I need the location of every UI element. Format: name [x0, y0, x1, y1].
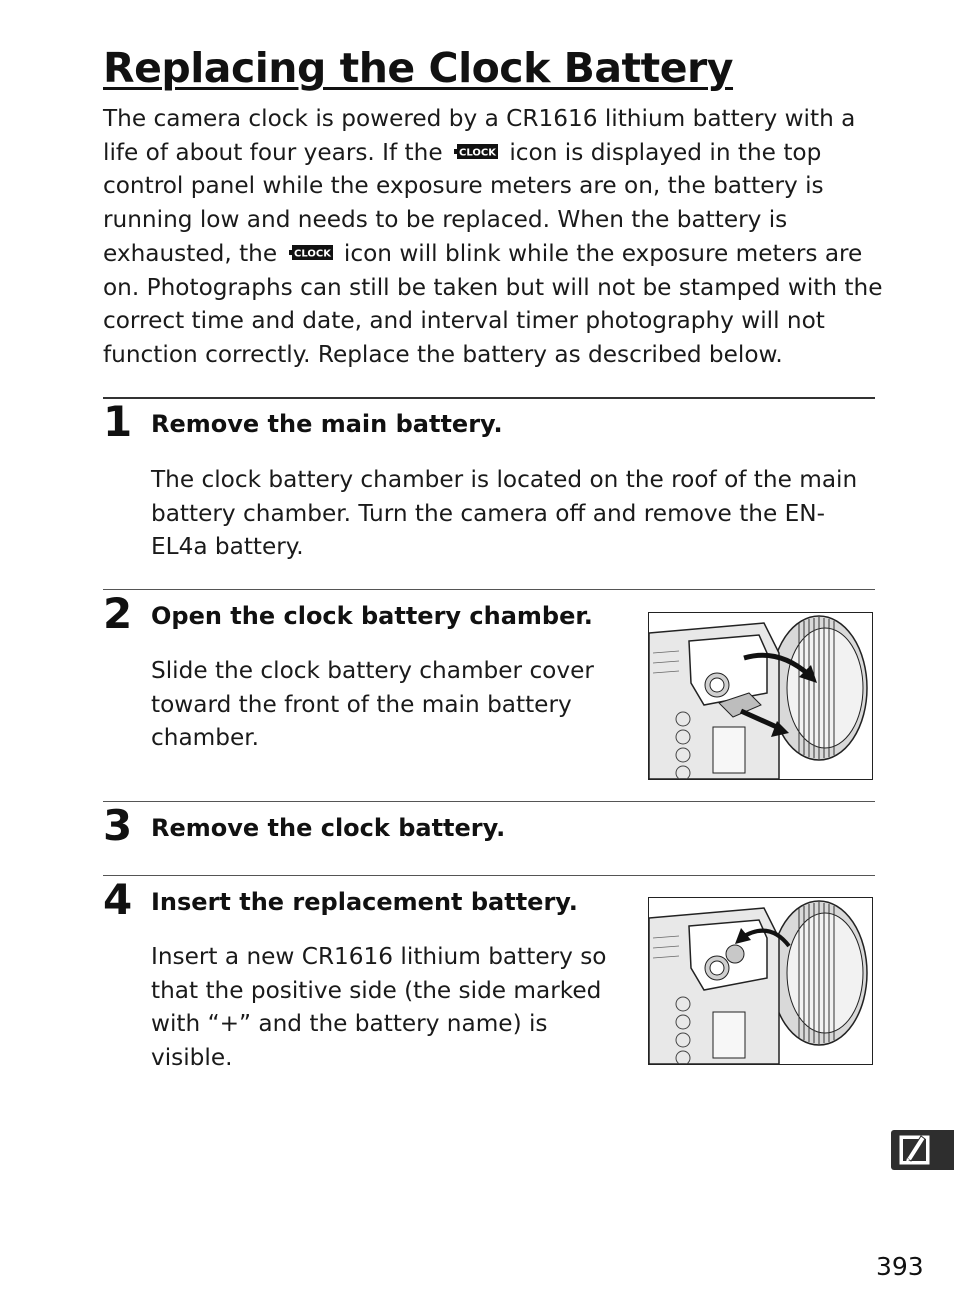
intro-paragraph: [103, 102, 883, 372]
page-title: Replacing the Clock Battery: [103, 44, 734, 92]
step-divider: [103, 397, 875, 399]
step-heading: Open the clock battery chamber.: [151, 602, 593, 630]
section-tab-marker: [891, 1130, 954, 1170]
clock-icon-label: CLOCK: [293, 248, 331, 260]
clock-icon-label: CLOCK: [459, 147, 496, 159]
step-divider: [103, 801, 875, 802]
clock-battery-icon: [454, 144, 498, 159]
clock-battery-icon: [289, 245, 333, 260]
step-heading: Insert the replacement battery.: [151, 888, 578, 916]
step-heading: Remove the main battery.: [151, 410, 503, 438]
page-number: 393: [876, 1252, 924, 1281]
step-number: 4: [103, 875, 133, 924]
technical-notes-icon: [891, 1130, 954, 1170]
step-heading: Remove the clock battery.: [151, 814, 506, 842]
step-body: The clock battery chamber is located on the roof of the main battery chamber. Turn the camera off and remove the EN-EL4a battery.: [151, 466, 858, 561]
camera-illustration-insert-battery: [648, 897, 873, 1065]
step-divider: [103, 589, 875, 590]
step-number: 3: [103, 801, 133, 850]
step-number: 2: [103, 589, 133, 638]
step-number: 1: [103, 397, 133, 446]
step-divider: [103, 875, 875, 876]
step-body: Insert a new CR1616 lithium battery so that the positive side (the side marked with “+” and the battery name) is visible.: [151, 943, 607, 1072]
camera-illustration-open-chamber: [648, 612, 873, 780]
intro-text-3: icon will blink while the exposure meters are on. Photographs can still be taken but will not be stamped with the correct time and date, and interval timer photography will not function correctly. Replace the battery as described below.: [103, 239, 883, 368]
intro-text-1: The camera clock is powered by a CR1616 lithium battery with a life of about four years. If the: [103, 105, 856, 166]
step-body: Slide the clock battery chamber cover toward the front of the main battery chamber.: [151, 657, 594, 752]
intro-text-2: icon is displayed in the top control panel while the exposure meters are on, the battery is running low and needs to be replaced. When the battery is exhausted, the: [103, 138, 824, 267]
